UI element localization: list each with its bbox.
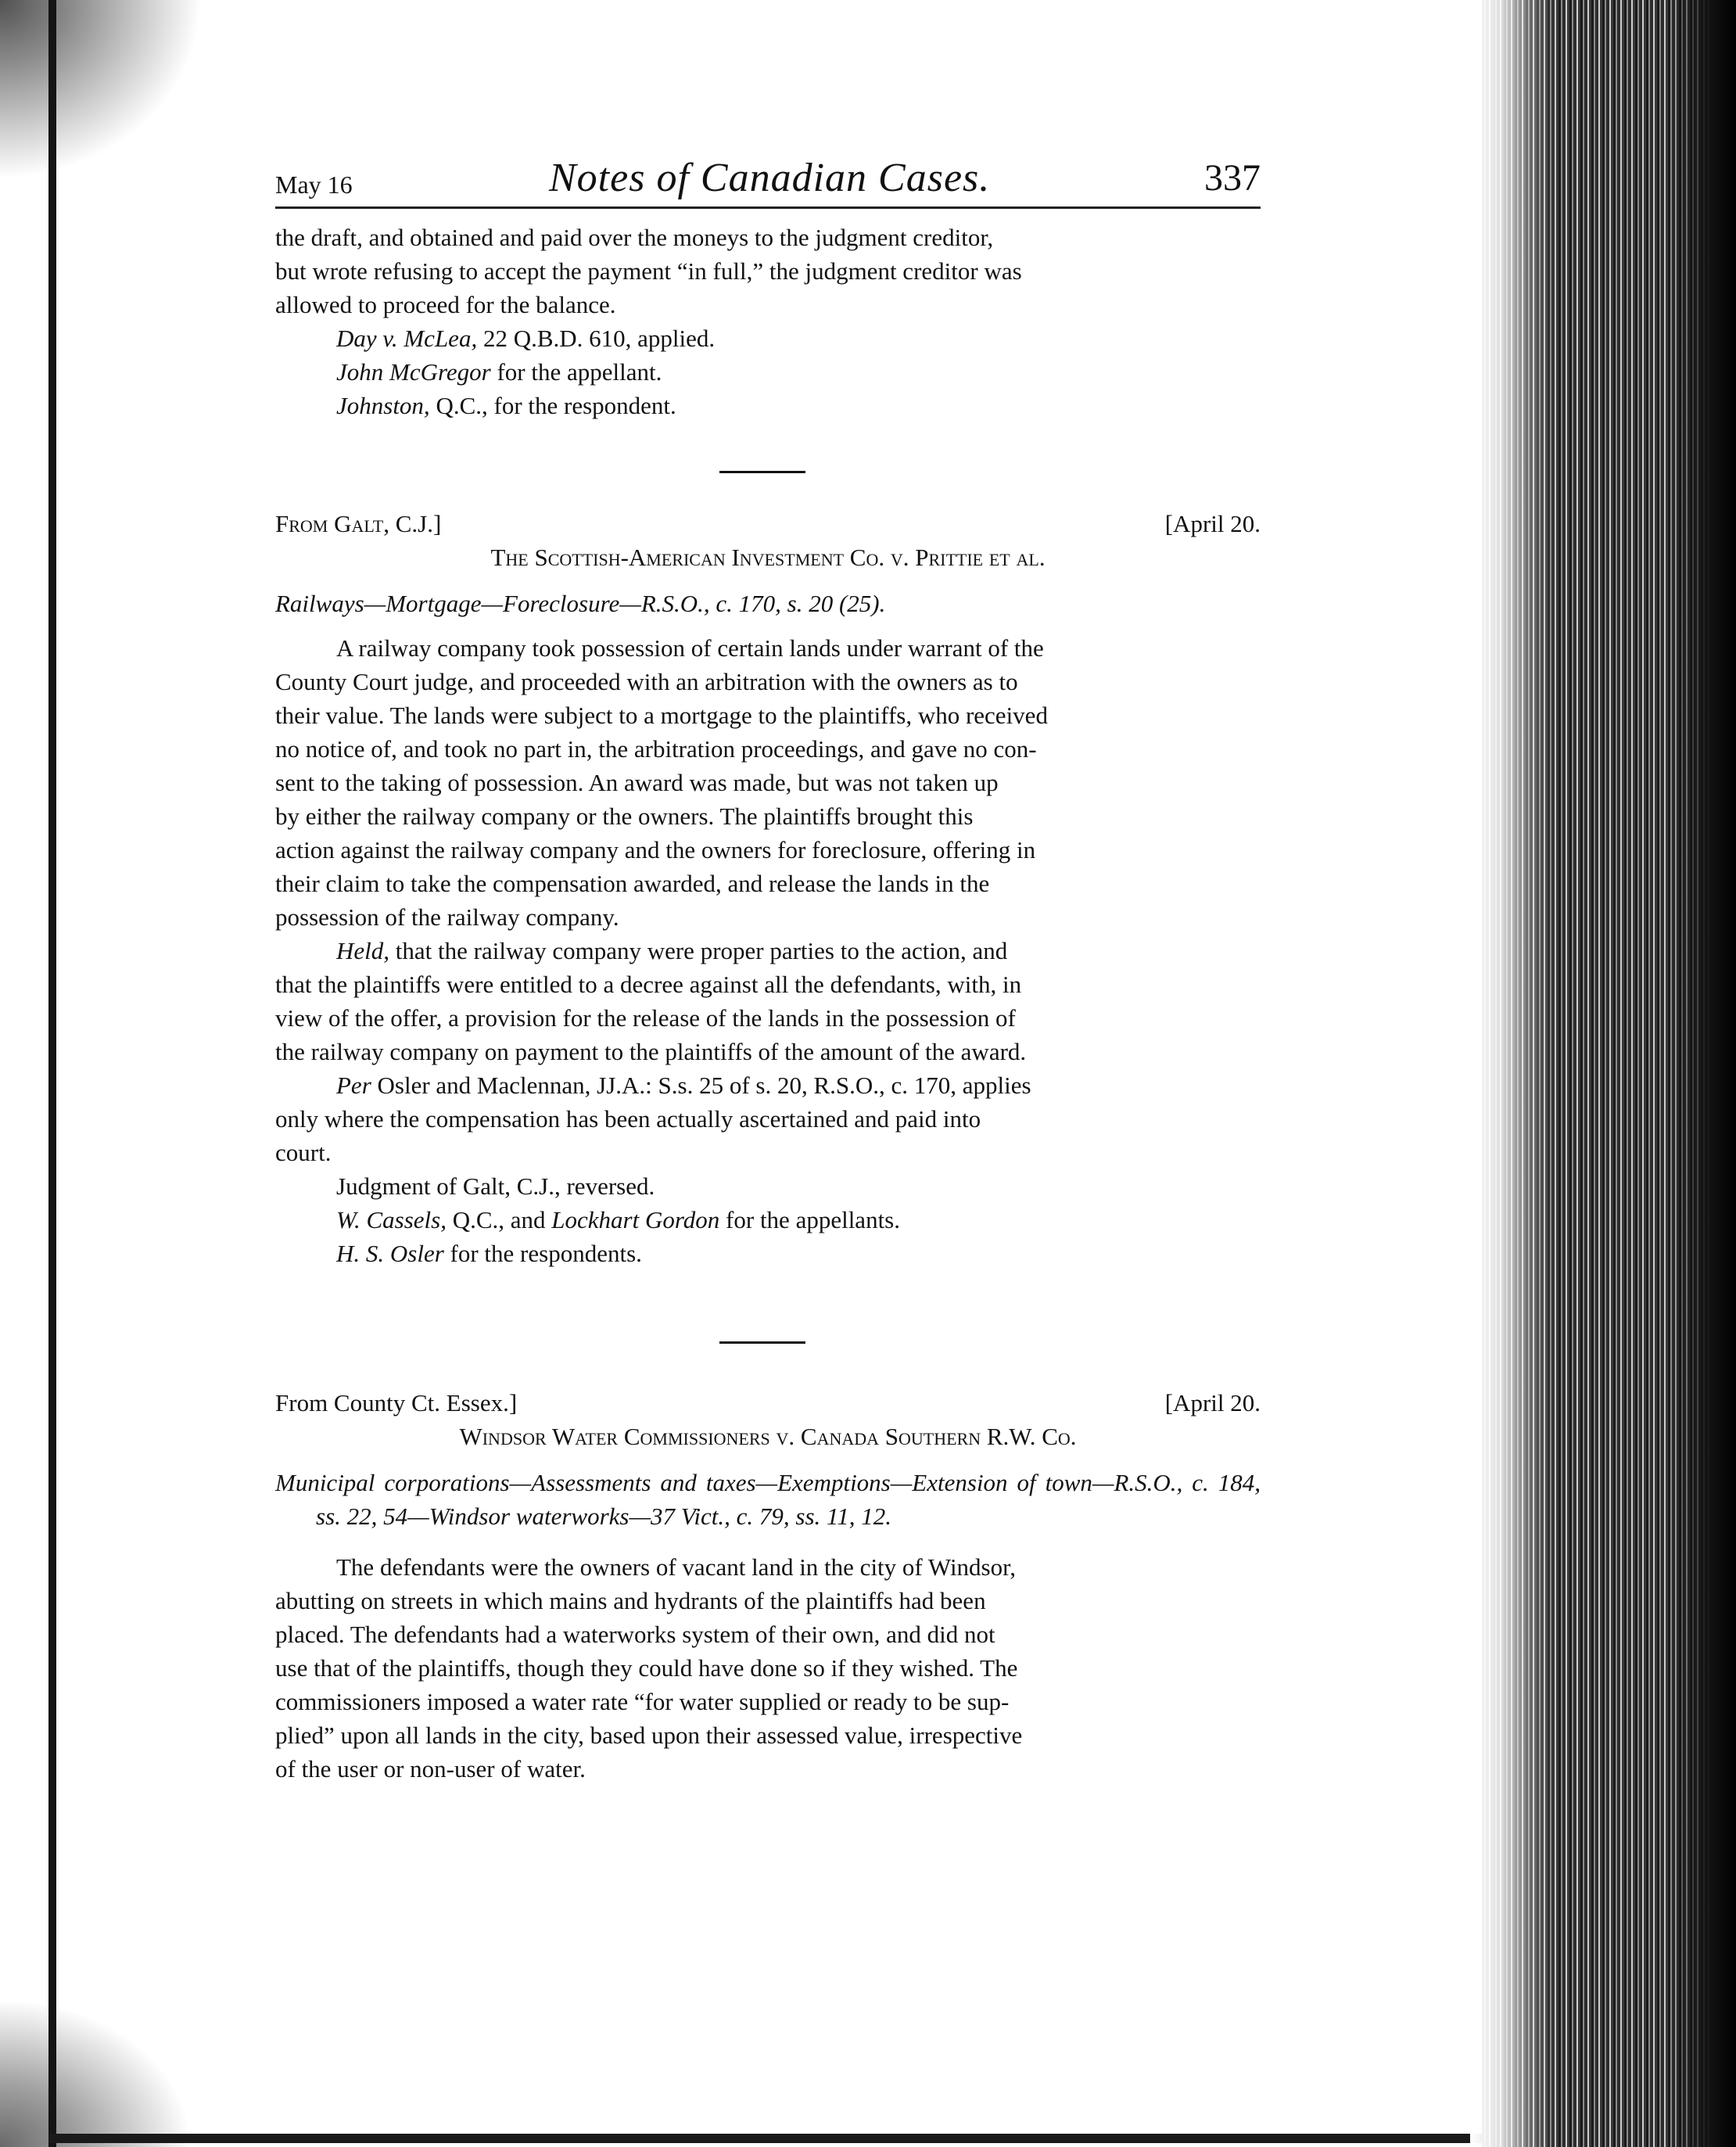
header-title: Notes of Canadian Cases. [549, 156, 991, 200]
counsel-line [275, 355, 1261, 389]
header-date: May 16 [275, 171, 353, 199]
per-word: Per [336, 1072, 371, 1099]
text-line: the draft, and obtained and paid over the moneys to the judgment creditor, [275, 224, 994, 251]
held-text: that the railway company were proper parties to the action, and [395, 937, 1008, 964]
counsel-name: Johnston, [336, 392, 430, 419]
previous-case-continuation [275, 221, 1261, 422]
scan-shadow-bottom-left [0, 2002, 188, 2147]
held-word: Held, [336, 937, 390, 964]
counsel-role: for the respondents. [450, 1240, 642, 1267]
case-date: [April 20. [1164, 510, 1261, 537]
text-line: the railway company on payment to the plaintiffs of the amount of the award. [275, 1038, 1027, 1065]
text-line: abutting on streets in which mains and hydrants of the plaintiffs had been [275, 1587, 986, 1614]
text-line: of the user or non-user of water. [275, 1755, 586, 1783]
text-line: County Court judge, and proceeded with an arbitration with the owners as to [275, 668, 1018, 695]
applied-citation: 22 Q.B.D. 610, applied. [482, 325, 716, 352]
counsel-name: W. Cassels, [336, 1206, 447, 1233]
text-line: that the plaintiffs were entitled to a decree against all the defendants, with, in [275, 971, 1022, 998]
case-headnote: Municipal corporations—Assessments and taxes—Exemptions—Extension of town—R.S.O., c. 184, ss. 22, 54—Windsor waterworks—37 Vict., c. 79, ss. 11, 12. [275, 1469, 1261, 1530]
case-style: Windsor Water Commissioners v. Canada Southern R.W. Co. [459, 1423, 1077, 1450]
counsel-name: Lockhart Gordon [551, 1206, 720, 1233]
per-text: Osler and Maclennan, JJ.A.: S.s. 25 of s. 20, R.S.O., c. 170, applies [377, 1072, 1031, 1099]
text-line: commissioners imposed a water rate “for water supplied or ready to be sup- [275, 1688, 1010, 1715]
text-line: view of the offer, a provision for the release of the lands in the possession of [275, 1004, 1016, 1032]
case-origin-row [275, 1386, 1261, 1420]
per-line [275, 1068, 1261, 1102]
counsel-role: Q.C., for the respondent. [436, 392, 676, 419]
section-separator [719, 1341, 805, 1344]
running-header [275, 155, 1261, 210]
counsel-line [275, 389, 1261, 422]
text-line: action against the railway company and the owners for foreclosure, offering in [275, 836, 1036, 863]
text-line: allowed to proceed for the balance. [275, 291, 616, 318]
counsel-line [275, 1237, 1261, 1270]
text-line: placed. The defendants had a waterworks system of their own, and did not [275, 1621, 995, 1648]
text-line: The defendants were the owners of vacant land in the city of Windsor, [336, 1553, 1016, 1581]
section-separator [719, 471, 805, 473]
text-line: no notice of, and took no part in, the arbitration proceedings, and gave no con- [275, 735, 1037, 763]
binding-fade [1470, 0, 1556, 2147]
text-line: A railway company took possession of certain lands under warrant of the [336, 634, 1044, 662]
counsel-name: H. S. Osler [336, 1240, 444, 1267]
page-left-edge [48, 0, 56, 2147]
held-line [275, 934, 1261, 968]
text-line: court. [275, 1139, 332, 1166]
text-line: possession of the railway company. [275, 903, 619, 931]
case-scottish-american [275, 507, 1261, 1270]
case-court-from: From County Ct. Essex.] [275, 1389, 518, 1416]
text-line: their value. The lands were subject to a mortgage to the plaintiffs, who received [275, 702, 1048, 729]
text-line: sent to the taking of possession. An award was made, but was not taken up [275, 769, 999, 796]
text-line: use that of the plaintiffs, though they could have done so if they wished. The [275, 1654, 1018, 1682]
case-court-from: From Galt, C.J.] [275, 510, 442, 537]
text-line: only where the compensation has been actually ascertained and paid into [275, 1105, 981, 1133]
case-origin-row [275, 507, 1261, 540]
text-line: plied” upon all lands in the city, based upon their assessed value, irrespective [275, 1722, 1023, 1749]
case-date: [April 20. [1164, 1389, 1261, 1416]
text-line: their claim to take the compensation awarded, and release the lands in the [275, 870, 990, 897]
case-windsor-water [275, 1386, 1261, 1786]
case-headnote: Railways—Mortgage—Foreclosure—R.S.O., c. 170, s. 20 (25). [275, 590, 886, 617]
judgment-line: Judgment of Galt, C.J., reversed. [336, 1172, 655, 1200]
counsel-line [275, 1203, 1261, 1237]
scan-shadow-top-left [0, 0, 203, 180]
header-rule [275, 206, 1261, 209]
binding-shadow [1673, 0, 1736, 2147]
page-number: 337 [1204, 157, 1261, 199]
applied-line [275, 321, 1261, 355]
counsel-role: for the appellants. [726, 1206, 900, 1233]
counsel-role: for the appellant. [497, 358, 662, 386]
counsel-mid: Q.C., and [452, 1206, 546, 1233]
applied-case-name: Day v. McLea, [336, 325, 478, 352]
text-line: but wrote refusing to accept the payment “in full,” the judgment creditor was [275, 257, 1022, 285]
page-bottom-edge [48, 2134, 1495, 2143]
text-line: by either the railway company or the owners. The plaintiffs brought this [275, 802, 974, 830]
counsel-name: John McGregor [336, 358, 491, 386]
case-style: The Scottish-American Investment Co. v. Prittie et al. [490, 544, 1046, 571]
